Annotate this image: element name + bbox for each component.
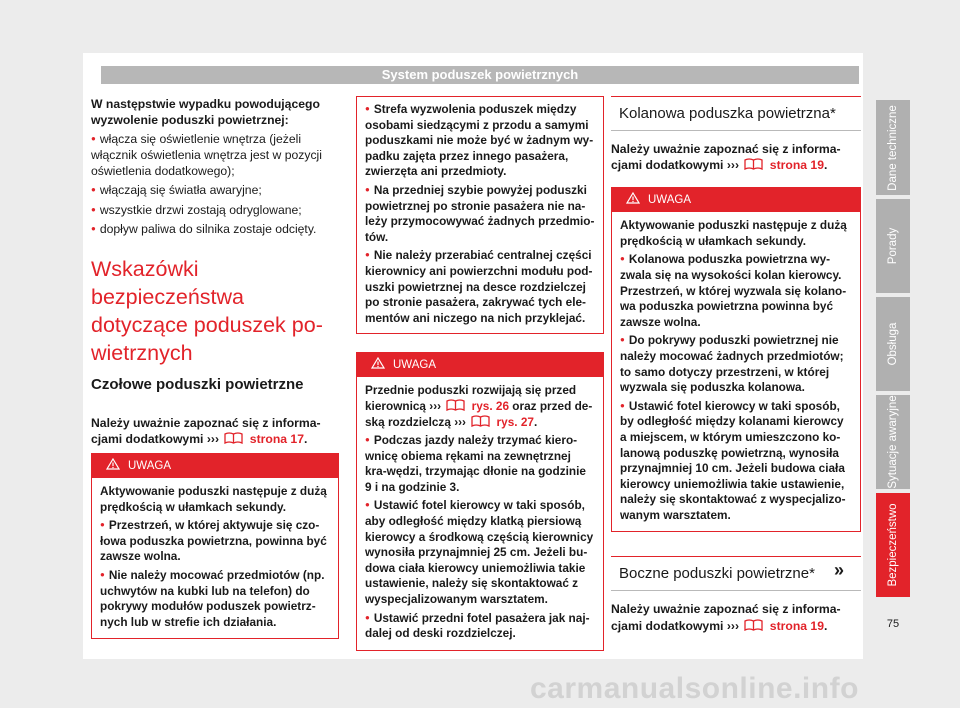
warning-item: ● Ustawić fotel kierowcy w taki sposób, by odległość między kolanami kierowcy a miejscem, w którym umieszczono ko-lanową poduszkę powietrzną, wynosiła przynajmniej 10 cm. Jeżeli budowa ciała kierowcy uniemożliwia takie ustawienie, należy się skontaktować z wyspecjalizo-wanym warsztatem. <box>620 398 852 524</box>
warning-continuation-box <box>356 96 604 334</box>
tab-dane-techniczne[interactable] <box>876 100 910 195</box>
tab-porady[interactable] <box>876 199 910 293</box>
watermark: carmanualsonline.info <box>530 672 859 705</box>
book-icon <box>446 399 465 411</box>
warning-box <box>91 453 339 639</box>
page-header-title: System poduszek powietrznych <box>101 66 859 84</box>
figure-link[interactable]: rys. 27 <box>496 414 534 429</box>
tab-sytuacje-awaryjne[interactable] <box>876 395 910 489</box>
reference-arrow: ››› <box>454 414 466 429</box>
warning-icon <box>106 455 120 467</box>
warning-intro: Przednie poduszki rozwijają się przed kierownicą ››› rys. 26 oraz przed de-ską rozdzielczą ››› rys. 27. <box>365 383 593 429</box>
tab-label: Sytuacje awaryjne <box>887 395 899 489</box>
column-right <box>611 96 861 637</box>
cross-reference: Należy uważnie zapoznać się z informa-cjami dodatkowymi ››› strona 19. <box>611 142 841 173</box>
page-link[interactable]: strona 19 <box>769 158 824 173</box>
reference-arrow: ››› <box>726 618 740 633</box>
warning-item: ● Ustawić fotel kierowcy w taki sposób, aby odległość między klatką piersiową kierowcy a środkową częścią kierownicy wynosiła przynajmniej 25 cm. Jeżeli bu-dowa ciała kierowcy uniemożliwia takie ustawienie, należy się skontaktować z wyspecjalizowanym warsztatem. <box>365 497 595 607</box>
book-icon <box>744 158 763 170</box>
reference-text: Należy uważnie zapoznać się z informa-cjami dodatkowymi <box>611 142 841 173</box>
book-icon <box>224 432 243 444</box>
warning-item: ● Kolanowa poduszka powietrzna wy-zwala się na wysokości kolan kierowcy. Przestrzeń, w której wyzwala się kolano-wa poduszka powietrzna powinna być zawsze wolna. <box>620 251 852 330</box>
page-link[interactable]: strona 19 <box>769 618 824 633</box>
tab-label: Porady <box>887 227 899 265</box>
reference-text: Należy uważnie zapoznać się z informa-cjami dodatkowymi <box>611 602 841 633</box>
reference-arrow: ››› <box>429 398 442 413</box>
warning-item: ● Ustawić przedni fotel pasażera jak naj-dalej od deski rozdzielczej. <box>365 610 595 642</box>
warning-icon <box>371 354 385 366</box>
intro-text: W następstwie wypadku powodującego wyzwolenie poduszki powietrznej: <box>91 97 320 128</box>
warning-item: ● Nie należy przerabiać centralnej części kierownicy ani powierzchni modułu pod-uszki powietrznej na desce rozdzielczej po stronie pasażera, zakrywać tych ele-mentów ani niczego na nich przyklejać. <box>365 247 595 326</box>
reference-arrow: ››› <box>206 431 220 446</box>
list-item: ● wszystkie drzwi zostają odryglowane; <box>91 202 339 218</box>
warning-header <box>92 454 338 478</box>
warning-item: ● Strefa wyzwolenia poduszek między osobami siedzącymi z przodu a samymi poduszkami nie może być w żadnym wy-padku zajęta przez innego pasażera, zwierzęta ani przedmioty. <box>365 101 595 180</box>
warning-label: UWAGA <box>648 194 692 207</box>
cross-reference: Należy uważnie zapoznać się z informa-cjami dodatkowymi ››› strona 19. <box>611 602 841 633</box>
reference-arrow: ››› <box>726 158 740 173</box>
warning-intro: Aktywowanie poduszki następuje z dużą prędkością w ułamkach sekundy. <box>620 218 847 248</box>
warning-intro: Aktywowanie poduszki następuje z dużą prędkością w ułamkach sekundy. <box>100 483 327 514</box>
tab-label: Obsługa <box>887 322 899 366</box>
warning-item: ● Na przedniej szybie powyżej poduszki powietrznej po stronie pasażera nie na-leży przymocowywać żadnych przedmio-tów. <box>365 182 595 245</box>
warning-item: ● Podczas jazdy należy trzymać kiero-wnicę obiema rękami na zewnętrznej kra-wędzi, trzymając dłonie na godzinie 9 i na godzinie 3. <box>365 432 595 495</box>
figure-link[interactable]: rys. 26 <box>471 398 510 413</box>
cross-reference: Należy uważnie zapoznać się z informa-cjami dodatkowymi ››› strona 17. <box>91 415 321 446</box>
book-icon <box>471 415 490 427</box>
page-number: 75 <box>886 618 900 630</box>
warning-intro-text: oraz przed de-ską rozdzielczą <box>365 398 593 429</box>
section-title: Kolanowa poduszka powietrzna* <box>611 96 861 131</box>
list-item: ● dopływ paliwa do silnika zostaje odcięty. <box>91 221 339 237</box>
book-icon <box>744 619 763 631</box>
warning-label: UWAGA <box>393 359 437 372</box>
page-link[interactable]: strona 17 <box>249 431 304 446</box>
warning-item: ● Przestrzeń, w której aktywuje się czo-łowa poduszka powietrzna, powinna być zawsze wolna. <box>100 517 330 565</box>
tab-label: Bezpieczeństwo <box>887 503 899 587</box>
tab-label: Dane techniczne <box>887 104 899 191</box>
warning-label: UWAGA <box>128 459 172 472</box>
warning-box <box>356 352 604 651</box>
list-item: ● włącza się oświetlenie wnętrza (jeżeli włącznik oświetlenia wnętrza jest w pozycji oświetlenia dodatkowego); <box>91 131 339 179</box>
column-middle <box>356 96 604 651</box>
section-title: Boczne poduszki powietrzne* <box>611 556 861 591</box>
list-item: ● włączają się światła awaryjne; <box>91 182 339 198</box>
column-left <box>91 96 339 639</box>
warning-item: ● Do pokrywy poduszki powietrznej nie należy mocować żadnych przedmiotów; to samo dotyczy przestrzeni, w której wyzwala się poduszka kolanowa. <box>620 332 852 395</box>
warning-item: ● Nie należy mocować przedmiotów (np. uchwytów na kubki lub na telefon) do pokrywy modułów poduszek powietrz-nych lub w strefie ich działania. <box>100 567 330 630</box>
warning-icon <box>626 189 640 201</box>
warning-header <box>612 188 860 212</box>
chapter-tabs <box>876 100 910 601</box>
warning-box <box>611 187 861 532</box>
tab-obsluga[interactable] <box>876 297 910 391</box>
warning-intro-text: Przednie poduszki rozwijają się przed kierownicą <box>365 383 577 413</box>
section-heading: Wskazówki bezpieczeństwa dotyczące poduszek po-wietrznych <box>91 256 323 365</box>
reference-text: Należy uważnie zapoznać się z informa-cjami dodatkowymi <box>91 415 321 446</box>
warning-header <box>357 353 603 377</box>
subsection-heading: Czołowe poduszki powietrzne <box>91 375 304 393</box>
tab-bezpieczenstwo[interactable] <box>876 493 910 597</box>
continue-mark: » <box>834 560 845 580</box>
